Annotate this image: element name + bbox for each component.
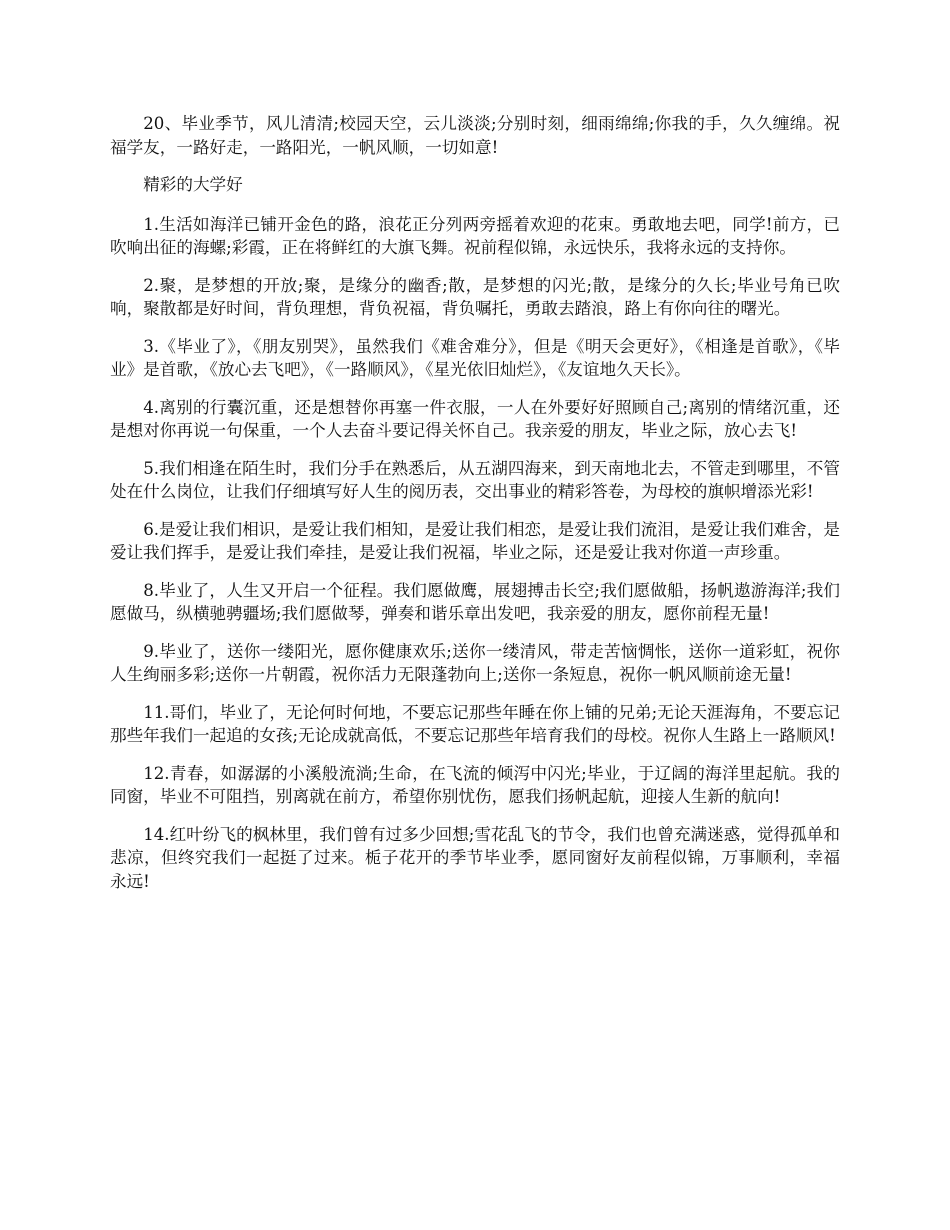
paragraph-item-1: 1.生活如海洋已铺开金色的路，浪花正分列两旁摇着欢迎的花束。勇敢地去吧，同学!前方，已吹响出征的海螺;彩霞，正在将鲜红的大旗飞舞。祝前程似锦，永远快乐，我将永远的支持你。: [110, 214, 840, 257]
paragraph-item-3: 3.《毕业了》，《朋友别哭》，虽然我们《难舍难分》，但是《明天会更好》，《相逢是首歌》，《毕业》是首歌，《放心去飞吧》，《一路顺风》，《星光依旧灿烂》，《友谊地久天长》。: [110, 336, 840, 379]
paragraph-item-9: 9.毕业了，送你一缕阳光，愿你健康欢乐;送你一缕清风，带走苦恼惆怅，送你一道彩虹，祝你人生绚丽多彩;送你一片朝霞，祝你活力无限蓬勃向上;送你一条短息，祝你一帆风顺前途无量!: [110, 641, 840, 684]
paragraph-intro-20: 20、毕业季节，风儿清清;校园天空，云儿淡淡;分别时刻，细雨绵绵;你我的手，久久缠绵。祝福学友，一路好走，一路阳光，一帆风顺，一切如意!: [110, 114, 840, 157]
document-page: [110, 112, 840, 907]
paragraph-item-12: 12.青春，如潺潺的小溪般流淌;生命，在飞流的倾泻中闪光;毕业，于辽阔的海洋里起航。我的同窗，毕业不可阻挡，别离就在前方，希望你别忧伤，愿我们扬帆起航，迎接人生新的航向!: [110, 763, 840, 806]
paragraph-item-8: 8.毕业了，人生又开启一个征程。我们愿做鹰，展翅搏击长空;我们愿做船，扬帆遨游海洋;我们愿做马，纵横驰骋疆场;我们愿做琴，弹奏和谐乐章出发吧，我亲爱的朋友，愿你前程无量!: [110, 580, 840, 623]
paragraph-item-6: 6.是爱让我们相识，是爱让我们相知，是爱让我们相恋，是爱让我们流泪，是爱让我们难舍，是爱让我们挥手，是爱让我们牵挂，是爱让我们祝福，毕业之际，还是爱让我对你道一声珍重。: [110, 519, 840, 562]
paragraph-item-14: 14.红叶纷飞的枫林里，我们曾有过多少回想;雪花乱飞的节令，我们也曾充满迷惑，觉得孤单和悲凉，但终究我们一起挺了过来。栀子花开的季节毕业季，愿同窗好友前程似锦，万事顺利，幸福永远!: [110, 824, 840, 891]
paragraph-item-11: 11.哥们，毕业了，无论何时何地，不要忘记那些年睡在你上铺的兄弟;无论天涯海角，不要忘记那些年我们一起追的女孩;无论成就高低，不要忘记那些年培育我们的母校。祝你人生路上一路顺风!: [110, 702, 840, 745]
paragraph-item-2: 2.聚，是梦想的开放;聚，是缘分的幽香;散，是梦想的闪光;散，是缘分的久长;毕业号角已吹响，聚散都是好时间，背负理想，背负祝福，背负嘱托，勇敢去踏浪，路上有你向往的曙光。: [110, 275, 840, 318]
paragraph-item-5: 5.我们相逢在陌生时，我们分手在熟悉后，从五湖四海来，到天南地北去，不管走到哪里，不管处在什么岗位，让我们仔细填写好人生的阅历表，交出事业的精彩答卷，为母校的旗帜增添光彩!: [110, 458, 840, 501]
section-heading: 精彩的大学好: [143, 175, 243, 194]
paragraph-item-4: 4.离别的行囊沉重，还是想替你再塞一件衣服，一人在外要好好照顾自己;离别的情绪沉重，还是想对你再说一句保重，一个人去奋斗要记得关怀自己。我亲爱的朋友，毕业之际，放心去飞!: [110, 397, 840, 440]
